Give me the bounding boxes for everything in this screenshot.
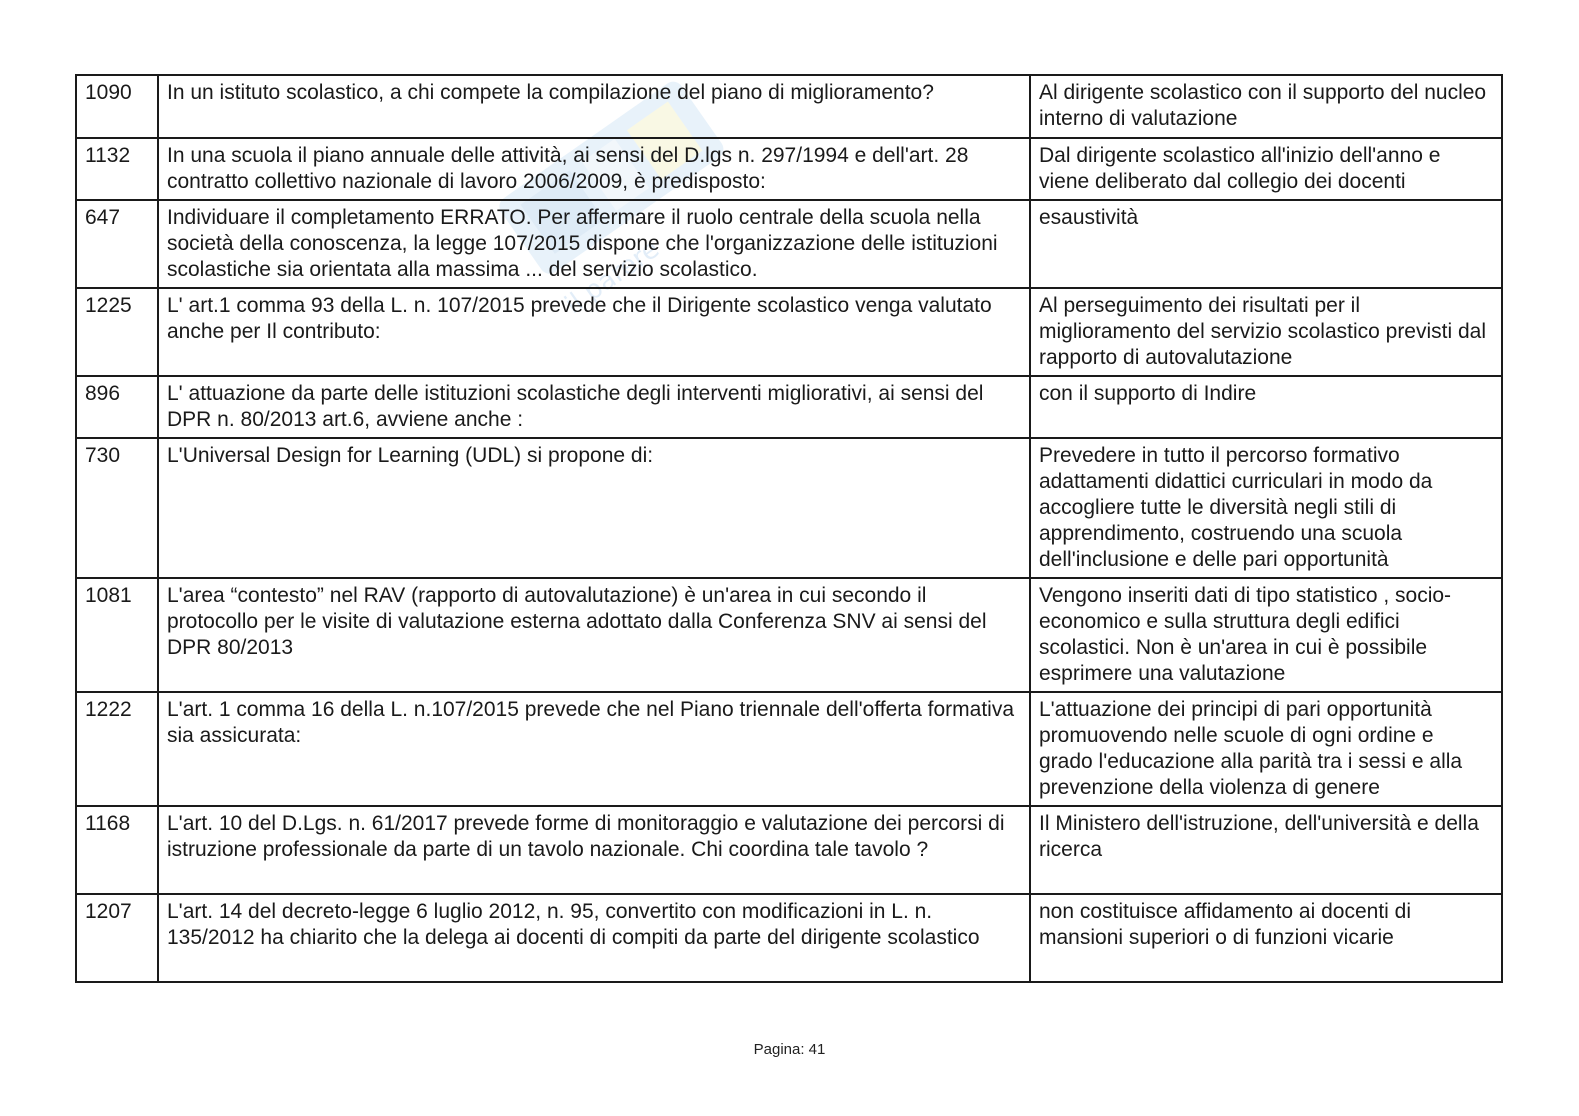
question-number: 1081	[76, 578, 158, 692]
question-text: In un istituto scolastico, a chi compete la compilazione del piano di miglioramento?	[158, 75, 1030, 138]
table-row	[76, 138, 1502, 200]
questions-table	[75, 74, 1503, 983]
table-row	[76, 806, 1502, 894]
answer-text: non costituisce affidamento ai docenti di mansioni superiori o di funzioni vicarie	[1030, 894, 1502, 982]
table-row	[76, 376, 1502, 438]
table-row	[76, 578, 1502, 692]
question-number: 730	[76, 438, 158, 578]
question-text: L'Universal Design for Learning (UDL) si propone di:	[158, 438, 1030, 578]
table-row	[76, 288, 1502, 376]
answer-text: con il supporto di Indire	[1030, 376, 1502, 438]
svg-text:il parere: il parere	[559, 234, 665, 321]
question-text: L'art. 14 del decreto-legge 6 luglio 2012, n. 95, convertito con modificazioni in L. n. 135/2012 ha chiarito che la delega ai docenti di compiti da parte del dirigente scolastico	[158, 894, 1030, 982]
question-text: L' attuazione da parte delle istituzioni scolastiche degli interventi migliorativi, ai sensi del DPR n. 80/2013 art.6, avviene anche :	[158, 376, 1030, 438]
question-number: 1090	[76, 75, 158, 138]
question-text: L'art. 10 del D.Lgs. n. 61/2017 prevede forme di monitoraggio e valutazione dei percorsi di istruzione professionale da parte di un tavolo nazionale. Chi coordina tale tavolo ?	[158, 806, 1030, 894]
question-number: 1225	[76, 288, 158, 376]
answer-text: esaustività	[1030, 200, 1502, 288]
answer-text: Al perseguimento dei risultati per il miglioramento del servizio scolastico previsti dal rapporto di autovalutazione	[1030, 288, 1502, 376]
page-number: Pagina: 41	[753, 1041, 826, 1058]
question-text: In una scuola il piano annuale delle attività, ai sensi del D.lgs n. 297/1994 e dell'art. 28 contratto collettivo nazionale di lavoro 2006/2009, è predisposto:	[158, 138, 1030, 200]
question-number: 647	[76, 200, 158, 288]
question-number: 1222	[76, 692, 158, 806]
table-row	[76, 692, 1502, 806]
question-text: L'area “contesto” nel RAV (rapporto di autovalutazione) è un'area in cui secondo il protocollo per le visite di valutazione esterna adottato dalla Conferenza SNV ai sensi del DPR 80/2013	[158, 578, 1030, 692]
table-row	[76, 200, 1502, 288]
question-text: L' art.1 comma 93 della L. n. 107/2015 prevede che il Dirigente scolastico venga valutato anche per Il contributo:	[158, 288, 1030, 376]
question-text: Individuare il completamento ERRATO. Per affermare il ruolo centrale della scuola nella società della conoscenza, la legge 107/2015 dispone che l'organizzazione delle istituzioni scolastiche sia orientata alla massima ... del servizio scolastico.	[158, 200, 1030, 288]
answer-text: Dal dirigente scolastico all'inizio dell'anno e viene deliberato dal collegio dei docenti	[1030, 138, 1502, 200]
answer-text: Al dirigente scolastico con il supporto del nucleo interno di valutazione	[1030, 75, 1502, 138]
answer-text: L'attuazione dei principi di pari opportunità promuovendo nelle scuole di ogni ordine e grado l'educazione alla parità tra i sessi e alla prevenzione della violenza di genere	[1030, 692, 1502, 806]
table-row	[76, 894, 1502, 982]
question-number: 1168	[76, 806, 158, 894]
table-row	[76, 438, 1502, 578]
question-number: 1207	[76, 894, 158, 982]
table-row	[76, 75, 1502, 138]
question-number: 1132	[76, 138, 158, 200]
answer-text: Vengono inseriti dati di tipo statistico , socio-economico e sulla struttura degli edifici scolastici. Non è un'area in cui è possibile esprimere una valutazione	[1030, 578, 1502, 692]
question-text: L'art. 1 comma 16 della L. n.107/2015 prevede che nel Piano triennale dell'offerta formativa sia assicurata:	[158, 692, 1030, 806]
answer-text: Prevedere in tutto il percorso formativo adattamenti didattici curriculari in modo da accogliere tutte le diversità negli stili di apprendimento, costruendo una scuola dell'inclusione e delle pari opportunità	[1030, 438, 1502, 578]
answer-text: Il Ministero dell'istruzione, dell'università e della ricerca	[1030, 806, 1502, 894]
question-number: 896	[76, 376, 158, 438]
